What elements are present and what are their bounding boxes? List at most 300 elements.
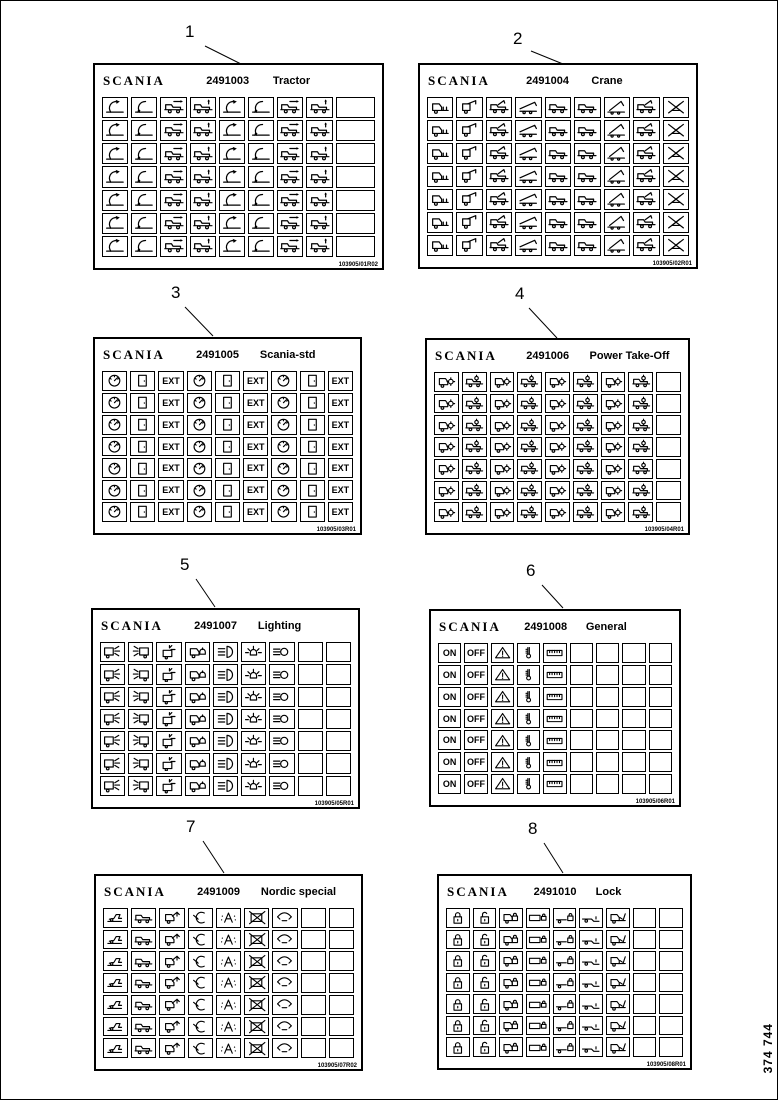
- tractor-lift-alt-icon: [306, 190, 332, 211]
- decal-sheet-crane: [418, 63, 698, 269]
- hooklift-lower-alt-icon: [248, 166, 274, 187]
- hook-arrow-icon: [188, 1017, 213, 1037]
- flatbed-truck-alt-icon: [574, 189, 600, 210]
- snowmobile-icon: [103, 951, 128, 971]
- print-code: 103905/01R02: [338, 262, 378, 268]
- sheet-header: [420, 65, 696, 93]
- empty-cell: [570, 665, 593, 685]
- tractor-shift-icon: [160, 213, 186, 234]
- headlight-icon: [213, 731, 238, 751]
- tachograph-icon: [187, 502, 212, 522]
- work-lamp-rear-icon: [100, 664, 125, 684]
- crossed-symbol-icon: [244, 951, 269, 971]
- crane-cab-boom-icon: [456, 97, 482, 118]
- taillift-lock-icon: [606, 1016, 630, 1036]
- taillift-lock-icon: [606, 930, 630, 950]
- hooklift-lower-alt-icon: [248, 190, 274, 211]
- symbol-grid: [431, 639, 679, 805]
- symbol-row: [434, 415, 681, 435]
- symbol-row: [102, 236, 375, 257]
- loader-crane-icon: [159, 995, 184, 1015]
- door-icon: [300, 502, 325, 522]
- hooklift-lower-alt-icon: [248, 236, 274, 257]
- empty-cell: [596, 665, 619, 685]
- cargo-lock-icon: [526, 908, 550, 928]
- empty-cell: [301, 995, 326, 1015]
- flatbed-truck-icon: [545, 120, 571, 141]
- crane-truck-alt-icon: [633, 212, 659, 233]
- symbol-row: [427, 120, 689, 141]
- flatbed-truck-alt-icon: [574, 235, 600, 256]
- thermometer-icon: [517, 687, 540, 707]
- flatbed-truck-icon: [545, 212, 571, 233]
- thermometer-icon: [517, 709, 540, 729]
- part-number: 2491007: [194, 619, 237, 632]
- crane-cab-boom-icon: [456, 143, 482, 164]
- hooklift-raise-alt-icon: [219, 120, 245, 141]
- symbol-row: [100, 753, 351, 773]
- hooklift-raise-icon: [102, 97, 128, 118]
- part-number: 2491003: [206, 74, 250, 87]
- off-label: OFF: [464, 643, 487, 663]
- empty-cell: [659, 930, 683, 950]
- sheet-title: Crane: [591, 74, 623, 87]
- pto-config4-icon: [517, 372, 542, 392]
- crane-truck-alt-icon: [633, 143, 659, 164]
- pto-config1-icon: [434, 415, 459, 435]
- snowmobile-icon: [103, 908, 128, 928]
- sheet-title: General: [585, 620, 627, 633]
- empty-cell: [336, 97, 375, 118]
- crane-boom-low-icon: [515, 212, 541, 233]
- symbol-row: [434, 481, 681, 501]
- symbol-row: [100, 642, 351, 662]
- crane-truck-alt-icon: [633, 97, 659, 118]
- empty-cell: [336, 190, 375, 211]
- snowmobile-icon: [103, 930, 128, 950]
- empty-cell: [649, 665, 672, 685]
- work-lamp-front-icon: [128, 753, 153, 773]
- pto-config8-icon: [628, 372, 653, 392]
- pto-config8-icon: [628, 481, 653, 501]
- taillift-lock-icon: [606, 994, 630, 1014]
- crane-truck-icon: [486, 189, 512, 210]
- crane-truck-icon: [486, 212, 512, 233]
- crossed-symbol-icon: [244, 908, 269, 928]
- cab-lock-icon: [499, 930, 523, 950]
- pto-config3-icon: [490, 372, 515, 392]
- work-lamp-front-icon: [128, 776, 153, 796]
- beacon-flash-icon: [241, 709, 266, 729]
- taillift-lock-icon: [606, 973, 630, 993]
- symbol-grid: [420, 93, 696, 267]
- headlight-icon: [213, 709, 238, 729]
- padlock-closed-icon: [446, 930, 470, 950]
- tractor-lift-icon: [190, 213, 216, 234]
- empty-cell: [633, 908, 657, 928]
- door-icon: [215, 458, 240, 478]
- hooklift-lower-icon: [131, 120, 157, 141]
- ruler-icon: [543, 752, 566, 772]
- ext-label: EXT: [328, 437, 353, 457]
- pto-config5-icon: [545, 437, 570, 457]
- figure-number: 374 744: [761, 1022, 775, 1073]
- tractor-lift-alt-icon: [306, 236, 332, 257]
- sand-spreader-icon: [216, 908, 241, 928]
- ext-label: EXT: [243, 371, 268, 391]
- ext-label: EXT: [328, 502, 353, 522]
- towbar-lock-icon: [579, 908, 603, 928]
- empty-cell: [649, 709, 672, 729]
- decal-sheet-tractor: [93, 63, 384, 270]
- work-lamp-front-icon: [128, 664, 153, 684]
- sand-spreader-icon: [216, 973, 241, 993]
- empty-cell: [570, 752, 593, 772]
- print-code: 103905/07R02: [317, 1063, 357, 1069]
- empty-cell: [649, 752, 672, 772]
- phone-icon: [272, 973, 297, 993]
- empty-cell: [570, 709, 593, 729]
- symbol-row: [427, 166, 689, 187]
- part-number: 2491009: [197, 885, 240, 898]
- print-code: 103905/02R01: [652, 261, 692, 267]
- symbol-row: [434, 372, 681, 392]
- door-icon: [300, 393, 325, 413]
- sand-spreader-icon: [216, 1038, 241, 1058]
- interior-light-icon: [269, 709, 294, 729]
- hooklift-lower-alt-icon: [248, 120, 274, 141]
- platform-lock-icon: [553, 994, 577, 1014]
- symbol-row: [100, 664, 351, 684]
- work-lamp-rear-icon: [100, 753, 125, 773]
- pto-config2-icon: [462, 415, 487, 435]
- empty-cell: [298, 664, 323, 684]
- headlight-icon: [213, 664, 238, 684]
- decal-sheet-lock: [437, 874, 692, 1070]
- callout-number-1: 1: [185, 22, 195, 41]
- crane-boom-low-icon: [515, 143, 541, 164]
- pto-config4-icon: [517, 481, 542, 501]
- pto-config4-icon: [517, 394, 542, 414]
- crane-support-icon: [427, 189, 453, 210]
- pto-config6-icon: [573, 372, 598, 392]
- padlock-open-icon: [473, 973, 497, 993]
- pto-config5-icon: [545, 459, 570, 479]
- crane-truck-icon: [486, 143, 512, 164]
- decal-sheet-nordic-special: [94, 874, 363, 1071]
- headlight-icon: [213, 776, 238, 796]
- symbol-row: [427, 143, 689, 164]
- symbol-row: [446, 930, 683, 950]
- pto-config7-icon: [601, 372, 626, 392]
- empty-cell: [622, 643, 645, 663]
- tractor-shift-icon: [160, 97, 186, 118]
- hooklift-raise-alt-icon: [219, 97, 245, 118]
- sheet-title: Power Take-Off: [589, 349, 670, 362]
- crane-cab-boom-icon: [456, 189, 482, 210]
- padlock-closed-icon: [446, 1037, 470, 1057]
- work-lamp-rear-icon: [100, 687, 125, 707]
- sheet-header: [439, 876, 690, 904]
- symbol-row: [102, 97, 375, 118]
- flatbed-truck-alt-icon: [574, 212, 600, 233]
- symbol-grid: [93, 638, 358, 807]
- platform-lock-icon: [553, 930, 577, 950]
- crane-truck-icon: [486, 235, 512, 256]
- towbar-lock-icon: [579, 973, 603, 993]
- ext-label: EXT: [328, 458, 353, 478]
- hook-arrow-icon: [188, 951, 213, 971]
- work-lamp-rear-icon: [100, 731, 125, 751]
- ext-label: EXT: [328, 393, 353, 413]
- empty-cell: [659, 951, 683, 971]
- pto-config8-icon: [628, 459, 653, 479]
- tractor-lift-alt-icon: [306, 166, 332, 187]
- beacon-flash-icon: [241, 776, 266, 796]
- pto-config4-icon: [517, 459, 542, 479]
- tractor-lift-alt-icon: [306, 143, 332, 164]
- pto-config3-icon: [490, 459, 515, 479]
- symbol-row: [446, 973, 683, 993]
- sheet-title: Scania-std: [259, 348, 316, 361]
- symbol-row: [434, 459, 681, 479]
- ext-label: EXT: [158, 393, 183, 413]
- tachograph-icon: [271, 371, 296, 391]
- crane-truck-alt-icon: [633, 235, 659, 256]
- symbol-row: [102, 190, 375, 211]
- off-label: OFF: [464, 665, 487, 685]
- pto-config8-icon: [628, 502, 653, 522]
- phone-icon: [272, 908, 297, 928]
- symbol-row: [102, 502, 353, 522]
- truck-body-icon: [131, 1017, 156, 1037]
- interior-light-icon: [269, 664, 294, 684]
- truck-body-icon: [131, 995, 156, 1015]
- door-icon: [130, 437, 155, 457]
- tachograph-icon: [271, 458, 296, 478]
- hooklift-lower-icon: [131, 236, 157, 257]
- print-code: 103905/05R01: [314, 801, 354, 807]
- symbol-row: [438, 687, 672, 707]
- crane-boom-low-icon: [515, 189, 541, 210]
- thermometer-icon: [517, 730, 540, 750]
- padlock-closed-icon: [446, 973, 470, 993]
- empty-cell: [329, 1038, 354, 1058]
- empty-cell: [301, 951, 326, 971]
- tractor-lift-alt-icon: [306, 213, 332, 234]
- beacon-truck-icon: [185, 731, 210, 751]
- cab-lock-icon: [499, 994, 523, 1014]
- tachograph-icon: [187, 415, 212, 435]
- flatbed-truck-icon: [545, 143, 571, 164]
- door-icon: [300, 371, 325, 391]
- hooklift-lower-icon: [131, 143, 157, 164]
- door-icon: [130, 458, 155, 478]
- symbol-row: [438, 774, 672, 794]
- ext-label: EXT: [243, 415, 268, 435]
- crane-cab-boom-icon: [456, 212, 482, 233]
- symbol-row: [438, 665, 672, 685]
- crane-boom-high-icon: [604, 189, 630, 210]
- empty-cell: [659, 1016, 683, 1036]
- hooklift-lower-icon: [131, 166, 157, 187]
- on-label: ON: [438, 687, 461, 707]
- sheet-header: [431, 611, 679, 639]
- crane-boom-high-icon: [604, 143, 630, 164]
- headlight-icon: [213, 687, 238, 707]
- hooklift-raise-icon: [102, 166, 128, 187]
- work-lamp-high-icon: [156, 731, 181, 751]
- padlock-closed-icon: [446, 1016, 470, 1036]
- empty-cell: [329, 1017, 354, 1037]
- empty-cell: [329, 930, 354, 950]
- warning-triangle-icon: [491, 730, 514, 750]
- symbol-row: [102, 120, 375, 141]
- symbol-row: [427, 235, 689, 256]
- hooklift-raise-alt-icon: [219, 143, 245, 164]
- tractor-shift-icon: [160, 120, 186, 141]
- empty-cell: [633, 973, 657, 993]
- warning-triangle-icon: [491, 643, 514, 663]
- hooklift-lower-alt-icon: [248, 213, 274, 234]
- empty-cell: [633, 951, 657, 971]
- pto-config6-icon: [573, 481, 598, 501]
- cargo-lock-icon: [526, 1016, 550, 1036]
- pto-config1-icon: [434, 481, 459, 501]
- ruler-icon: [543, 665, 566, 685]
- padlock-open-icon: [473, 951, 497, 971]
- symbol-row: [100, 709, 351, 729]
- on-label: ON: [438, 643, 461, 663]
- empty-cell: [301, 1017, 326, 1037]
- empty-cell: [633, 930, 657, 950]
- crane-boom-high-icon: [604, 120, 630, 141]
- decal-sheet-general: [429, 609, 681, 807]
- empty-cell: [656, 437, 681, 457]
- beacon-flash-icon: [241, 687, 266, 707]
- loader-crane-icon: [159, 1017, 184, 1037]
- ext-label: EXT: [243, 502, 268, 522]
- interior-light-icon: [269, 687, 294, 707]
- crane-support-icon: [427, 143, 453, 164]
- towbar-lock-icon: [579, 1037, 603, 1057]
- tractor-shift-alt-icon: [277, 213, 303, 234]
- ext-label: EXT: [158, 371, 183, 391]
- cab-lock-icon: [499, 951, 523, 971]
- work-lamp-front-icon: [128, 709, 153, 729]
- pto-config3-icon: [490, 415, 515, 435]
- tachograph-icon: [271, 480, 296, 500]
- platform-lock-icon: [553, 908, 577, 928]
- scania-logo: SCANIA: [439, 618, 501, 634]
- callout-number-5: 5: [180, 555, 190, 574]
- pto-config5-icon: [545, 394, 570, 414]
- empty-cell: [336, 213, 375, 234]
- interior-light-icon: [269, 731, 294, 751]
- tractor-lift-alt-icon: [306, 97, 332, 118]
- ext-label: EXT: [158, 502, 183, 522]
- pto-config3-icon: [490, 394, 515, 414]
- part-number: 2491008: [524, 620, 568, 633]
- symbol-row: [434, 394, 681, 414]
- on-label: ON: [438, 774, 461, 794]
- empty-cell: [301, 1038, 326, 1058]
- empty-cell: [656, 372, 681, 392]
- platform-lock-icon: [553, 1016, 577, 1036]
- empty-cell: [329, 995, 354, 1015]
- symbol-row: [446, 1037, 683, 1057]
- empty-cell: [336, 166, 375, 187]
- door-icon: [130, 371, 155, 391]
- symbol-row: [103, 1017, 354, 1037]
- crane-truck-alt-icon: [633, 189, 659, 210]
- work-lamp-front-icon: [128, 731, 153, 751]
- crane-crossed-icon: [663, 120, 689, 141]
- towbar-lock-icon: [579, 930, 603, 950]
- work-lamp-high-icon: [156, 642, 181, 662]
- crane-truck-alt-icon: [633, 166, 659, 187]
- pto-config8-icon: [628, 394, 653, 414]
- part-number: 2491006: [526, 349, 570, 362]
- pto-config3-icon: [490, 481, 515, 501]
- empty-cell: [633, 1037, 657, 1057]
- symbol-grid: [96, 904, 361, 1069]
- hooklift-raise-icon: [102, 143, 128, 164]
- callout-number-6: 6: [526, 561, 536, 580]
- empty-cell: [649, 774, 672, 794]
- sand-spreader-icon: [216, 995, 241, 1015]
- crane-truck-icon: [486, 166, 512, 187]
- ext-label: EXT: [158, 437, 183, 457]
- symbol-grid: [95, 367, 360, 533]
- crane-crossed-icon: [663, 143, 689, 164]
- work-lamp-high-icon: [156, 709, 181, 729]
- crossed-symbol-icon: [244, 1038, 269, 1058]
- flatbed-truck-alt-icon: [574, 97, 600, 118]
- door-icon: [300, 458, 325, 478]
- pto-config8-icon: [628, 437, 653, 457]
- hooklift-lower-alt-icon: [248, 143, 274, 164]
- empty-cell: [301, 908, 326, 928]
- interior-light-icon: [269, 776, 294, 796]
- empty-cell: [622, 709, 645, 729]
- cab-lock-icon: [499, 908, 523, 928]
- hook-arrow-icon: [188, 995, 213, 1015]
- callout-number-2: 2: [513, 29, 523, 48]
- crane-boom-low-icon: [515, 120, 541, 141]
- sand-spreader-icon: [216, 1017, 241, 1037]
- pto-config6-icon: [573, 437, 598, 457]
- callout-number-3: 3: [171, 283, 181, 302]
- beacon-flash-icon: [241, 753, 266, 773]
- crane-support-icon: [427, 120, 453, 141]
- work-lamp-front-icon: [128, 687, 153, 707]
- door-icon: [130, 415, 155, 435]
- cab-lock-icon: [499, 1037, 523, 1057]
- flatbed-truck-icon: [545, 97, 571, 118]
- pto-config3-icon: [490, 502, 515, 522]
- tractor-shift-alt-icon: [277, 236, 303, 257]
- padlock-open-icon: [473, 1016, 497, 1036]
- symbol-row: [102, 213, 375, 234]
- symbol-row: [427, 189, 689, 210]
- crane-boom-high-icon: [604, 212, 630, 233]
- tractor-shift-icon: [160, 166, 186, 187]
- phone-icon: [272, 951, 297, 971]
- print-code: 103905/04R01: [644, 527, 684, 533]
- symbol-row: [102, 480, 353, 500]
- scania-logo: SCANIA: [435, 347, 497, 363]
